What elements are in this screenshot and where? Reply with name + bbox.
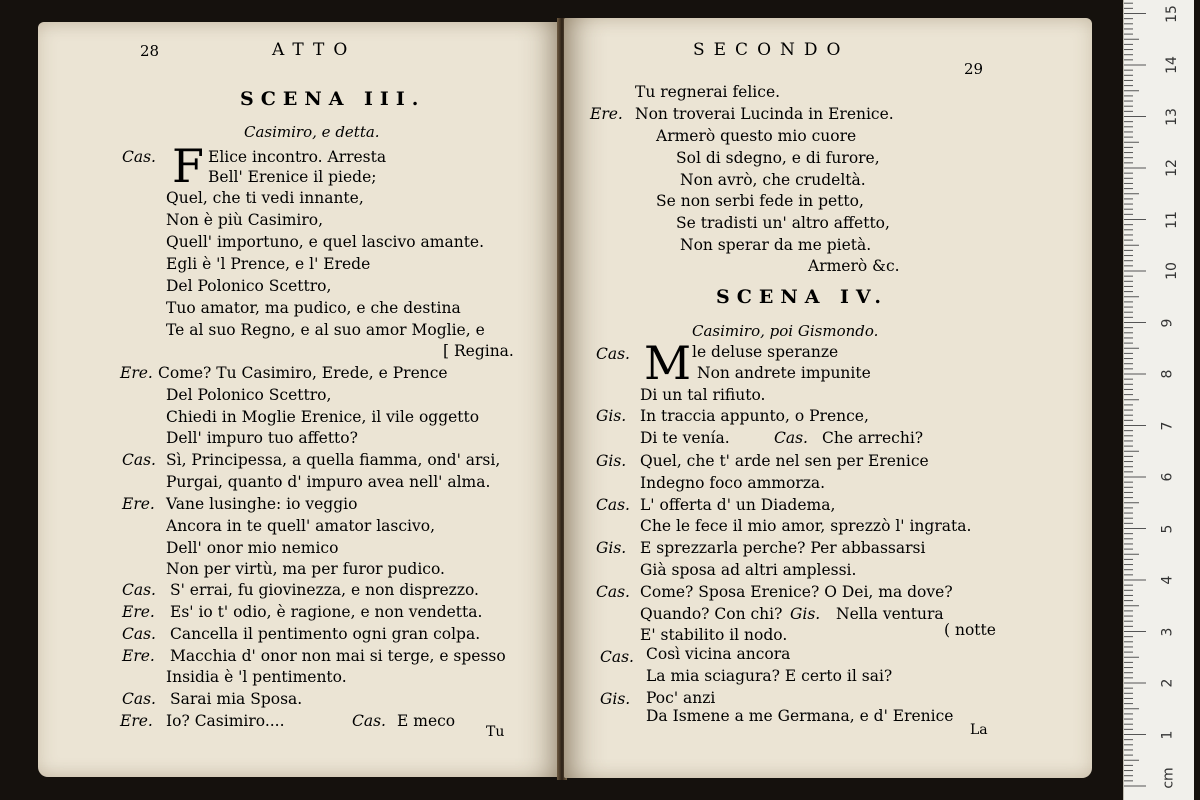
verse-line: Come? Sposa Erenice? O Dei, ma dove?	[640, 583, 953, 601]
speaker-label: Cas.	[596, 583, 630, 601]
speaker-label: Cas.	[352, 712, 386, 730]
ruler-number: 14	[1163, 56, 1180, 74]
ruler-number: 5	[1159, 524, 1176, 533]
verse-line: Armerò &c.	[808, 257, 900, 275]
verse-line: Tu regnerai felice.	[635, 83, 781, 101]
ruler-number: 11	[1163, 210, 1180, 229]
ruler-number: 1	[1159, 730, 1176, 739]
verse-line: Sì, Principessa, a quella fiamma, ond' arsi,	[166, 451, 501, 469]
ruler-number: 7	[1159, 421, 1176, 430]
speaker-label: Gis.	[596, 407, 627, 425]
running-head: SECONDO	[693, 40, 850, 60]
verse-line: Poc' anzi	[646, 689, 716, 707]
verse-line: Quel, che ti vedi innante,	[166, 189, 364, 207]
verse-line: Non avrò, che crudeltà.	[680, 171, 866, 189]
verse-line: Te al suo Regno, e al suo amor Moglie, e	[166, 321, 485, 339]
verse-line: Purgai, quanto d' impuro avea nell' alma.	[166, 473, 491, 491]
verse-line: Che arrechi?	[822, 429, 924, 447]
verse-line: ( notte	[944, 621, 996, 639]
verse-line: Di te venía.	[640, 429, 730, 447]
ruler-unit: cm	[1160, 767, 1177, 789]
speaker-label: Cas.	[122, 581, 156, 599]
verse-line: S' errai, fu giovinezza, e non disprezzo.	[170, 581, 479, 599]
speaker-label: Gis.	[600, 690, 631, 708]
speaker-label: Ere.	[120, 712, 153, 730]
verse-line: Bell' Erenice il piede;	[208, 168, 377, 186]
verse-line: Che le fece il mio amor, sprezzò l' ingrata.	[640, 517, 972, 535]
verse-line: Non per virtù, ma per furor pudico.	[166, 560, 445, 578]
cast-list: Casimiro, e detta.	[244, 123, 380, 141]
speaker-label: Gis.	[596, 452, 627, 470]
ruler-number: 2	[1159, 678, 1176, 688]
verse-line: Non andrete impunite	[697, 364, 871, 382]
speaker-label: Ere.	[590, 105, 623, 123]
verse-line: Egli è 'l Prence, e l' Erede	[166, 255, 371, 273]
verse-line: Es' io t' odio, è ragione, e non vendetta.	[170, 603, 483, 621]
verse-line: Chiedi in Moglie Erenice, il vile oggetto	[166, 408, 480, 426]
speaker-label: Cas.	[122, 451, 156, 469]
ruler-number: 10	[1163, 262, 1180, 280]
drop-cap: F	[172, 139, 204, 193]
verse-line: le deluse speranze	[692, 343, 839, 361]
ruler-number: 13	[1163, 107, 1180, 126]
verse-line: Se non serbi fede in petto,	[656, 192, 864, 210]
verse-line: Indegno foco ammorza.	[640, 474, 826, 492]
page-number: 29	[964, 60, 984, 78]
verse-line: Come? Tu Casimiro, Erede, e Prence	[158, 364, 448, 382]
verse-line: Nella ventura	[836, 605, 944, 623]
speaker-label: Cas.	[122, 625, 156, 643]
verse-line: Armerò questo mio cuore	[656, 127, 857, 145]
ruler-number: 6	[1159, 472, 1176, 482]
verse-line: E meco	[397, 712, 456, 730]
verse-line: Già sposa ad altri amplessi.	[640, 561, 857, 579]
ruler-number: 4	[1159, 575, 1176, 585]
verse-line: Sarai mia Sposa.	[170, 690, 303, 708]
ruler-number: 15	[1163, 4, 1180, 23]
speaker-label: Ere.	[122, 603, 155, 621]
catchword: Tu	[486, 724, 505, 740]
speaker-label: Cas.	[774, 429, 808, 447]
verse-line: Non sperar da me pietà.	[680, 236, 872, 254]
ruler-number: 9	[1159, 318, 1176, 327]
verse-line: E sprezzarla perche? Per abbassarsi	[640, 539, 926, 557]
verse-line: Ancora in te quell' amator lascivo,	[166, 517, 436, 535]
verse-line: Del Polonico Scettro,	[166, 386, 332, 404]
verse-line: Del Polonico Scettro,	[166, 277, 332, 295]
page-number: 28	[140, 42, 160, 60]
verse-line: Cancella il pentimento ogni gran colpa.	[170, 625, 481, 643]
verse-line: Dell' impuro tuo affetto?	[166, 429, 358, 447]
verse-line: Vane lusinghe: io veggio	[166, 495, 358, 513]
verse-line: Quando? Con chi?	[640, 605, 783, 623]
verse-line: Se tradisti un' altro affetto,	[676, 214, 890, 232]
speaker-label: Cas.	[122, 690, 156, 708]
verse-line: L' offerta d' un Diadema,	[640, 496, 836, 514]
verse-line: Di un tal rifiuto.	[640, 386, 766, 404]
verse-line: La mia sciagura? E certo il sai?	[646, 667, 893, 685]
speaker-label: Gis.	[596, 539, 627, 557]
speaker-label: Ere.	[120, 364, 153, 382]
running-head: ATTO	[272, 40, 357, 60]
verse-line: Dell' onor mio nemico	[166, 539, 339, 557]
ruler-number: 3	[1159, 627, 1176, 636]
verse-line: Insidia è 'l pentimento.	[166, 668, 347, 686]
verse-line: Da Ismene a me Germana, e d' Erenice	[646, 707, 954, 725]
verse-line: Elice incontro. Arresta	[208, 148, 387, 166]
ruler-number: 12	[1163, 159, 1180, 177]
verse-line: Macchia d' onor non mai si terge, e spesso	[170, 647, 506, 665]
verse-line: Quel, che t' arde nel sen per Erenice	[640, 452, 929, 470]
verse-line: Non troverai Lucinda in Erenice.	[635, 105, 894, 123]
scene-title: SCENA IV.	[716, 286, 888, 308]
speaker-label: Gis.	[790, 605, 821, 623]
verse-line: Così vicina ancora	[646, 645, 791, 663]
verse-line: Io? Casimiro....	[166, 712, 285, 730]
verse-line: Sol di sdegno, e di furore,	[676, 149, 880, 167]
speaker-label: Cas.	[600, 648, 634, 666]
ruler-number: 8	[1159, 369, 1176, 379]
verse-line: E' stabilito il nodo.	[640, 626, 788, 644]
drop-cap: M	[644, 336, 692, 390]
speaker-label: Ere.	[122, 647, 155, 665]
catchword: La	[970, 722, 988, 738]
speaker-label: Cas.	[596, 496, 630, 514]
verse-line: Quell' importuno, e quel lascivo amante.	[166, 233, 485, 251]
verse-line: [ Regina.	[443, 342, 514, 360]
speaker-label: Ere.	[122, 495, 155, 513]
verse-line: Non è più Casimiro,	[166, 211, 324, 229]
cast-list: Casimiro, poi Gismondo.	[692, 322, 879, 340]
speaker-label: Cas.	[596, 345, 630, 363]
scene-title: SCENA III.	[240, 88, 426, 110]
verse-line: Tuo amator, ma pudico, e che destina	[166, 299, 461, 317]
speaker-label: Cas.	[122, 148, 156, 166]
verse-line: In traccia appunto, o Prence,	[640, 407, 869, 425]
